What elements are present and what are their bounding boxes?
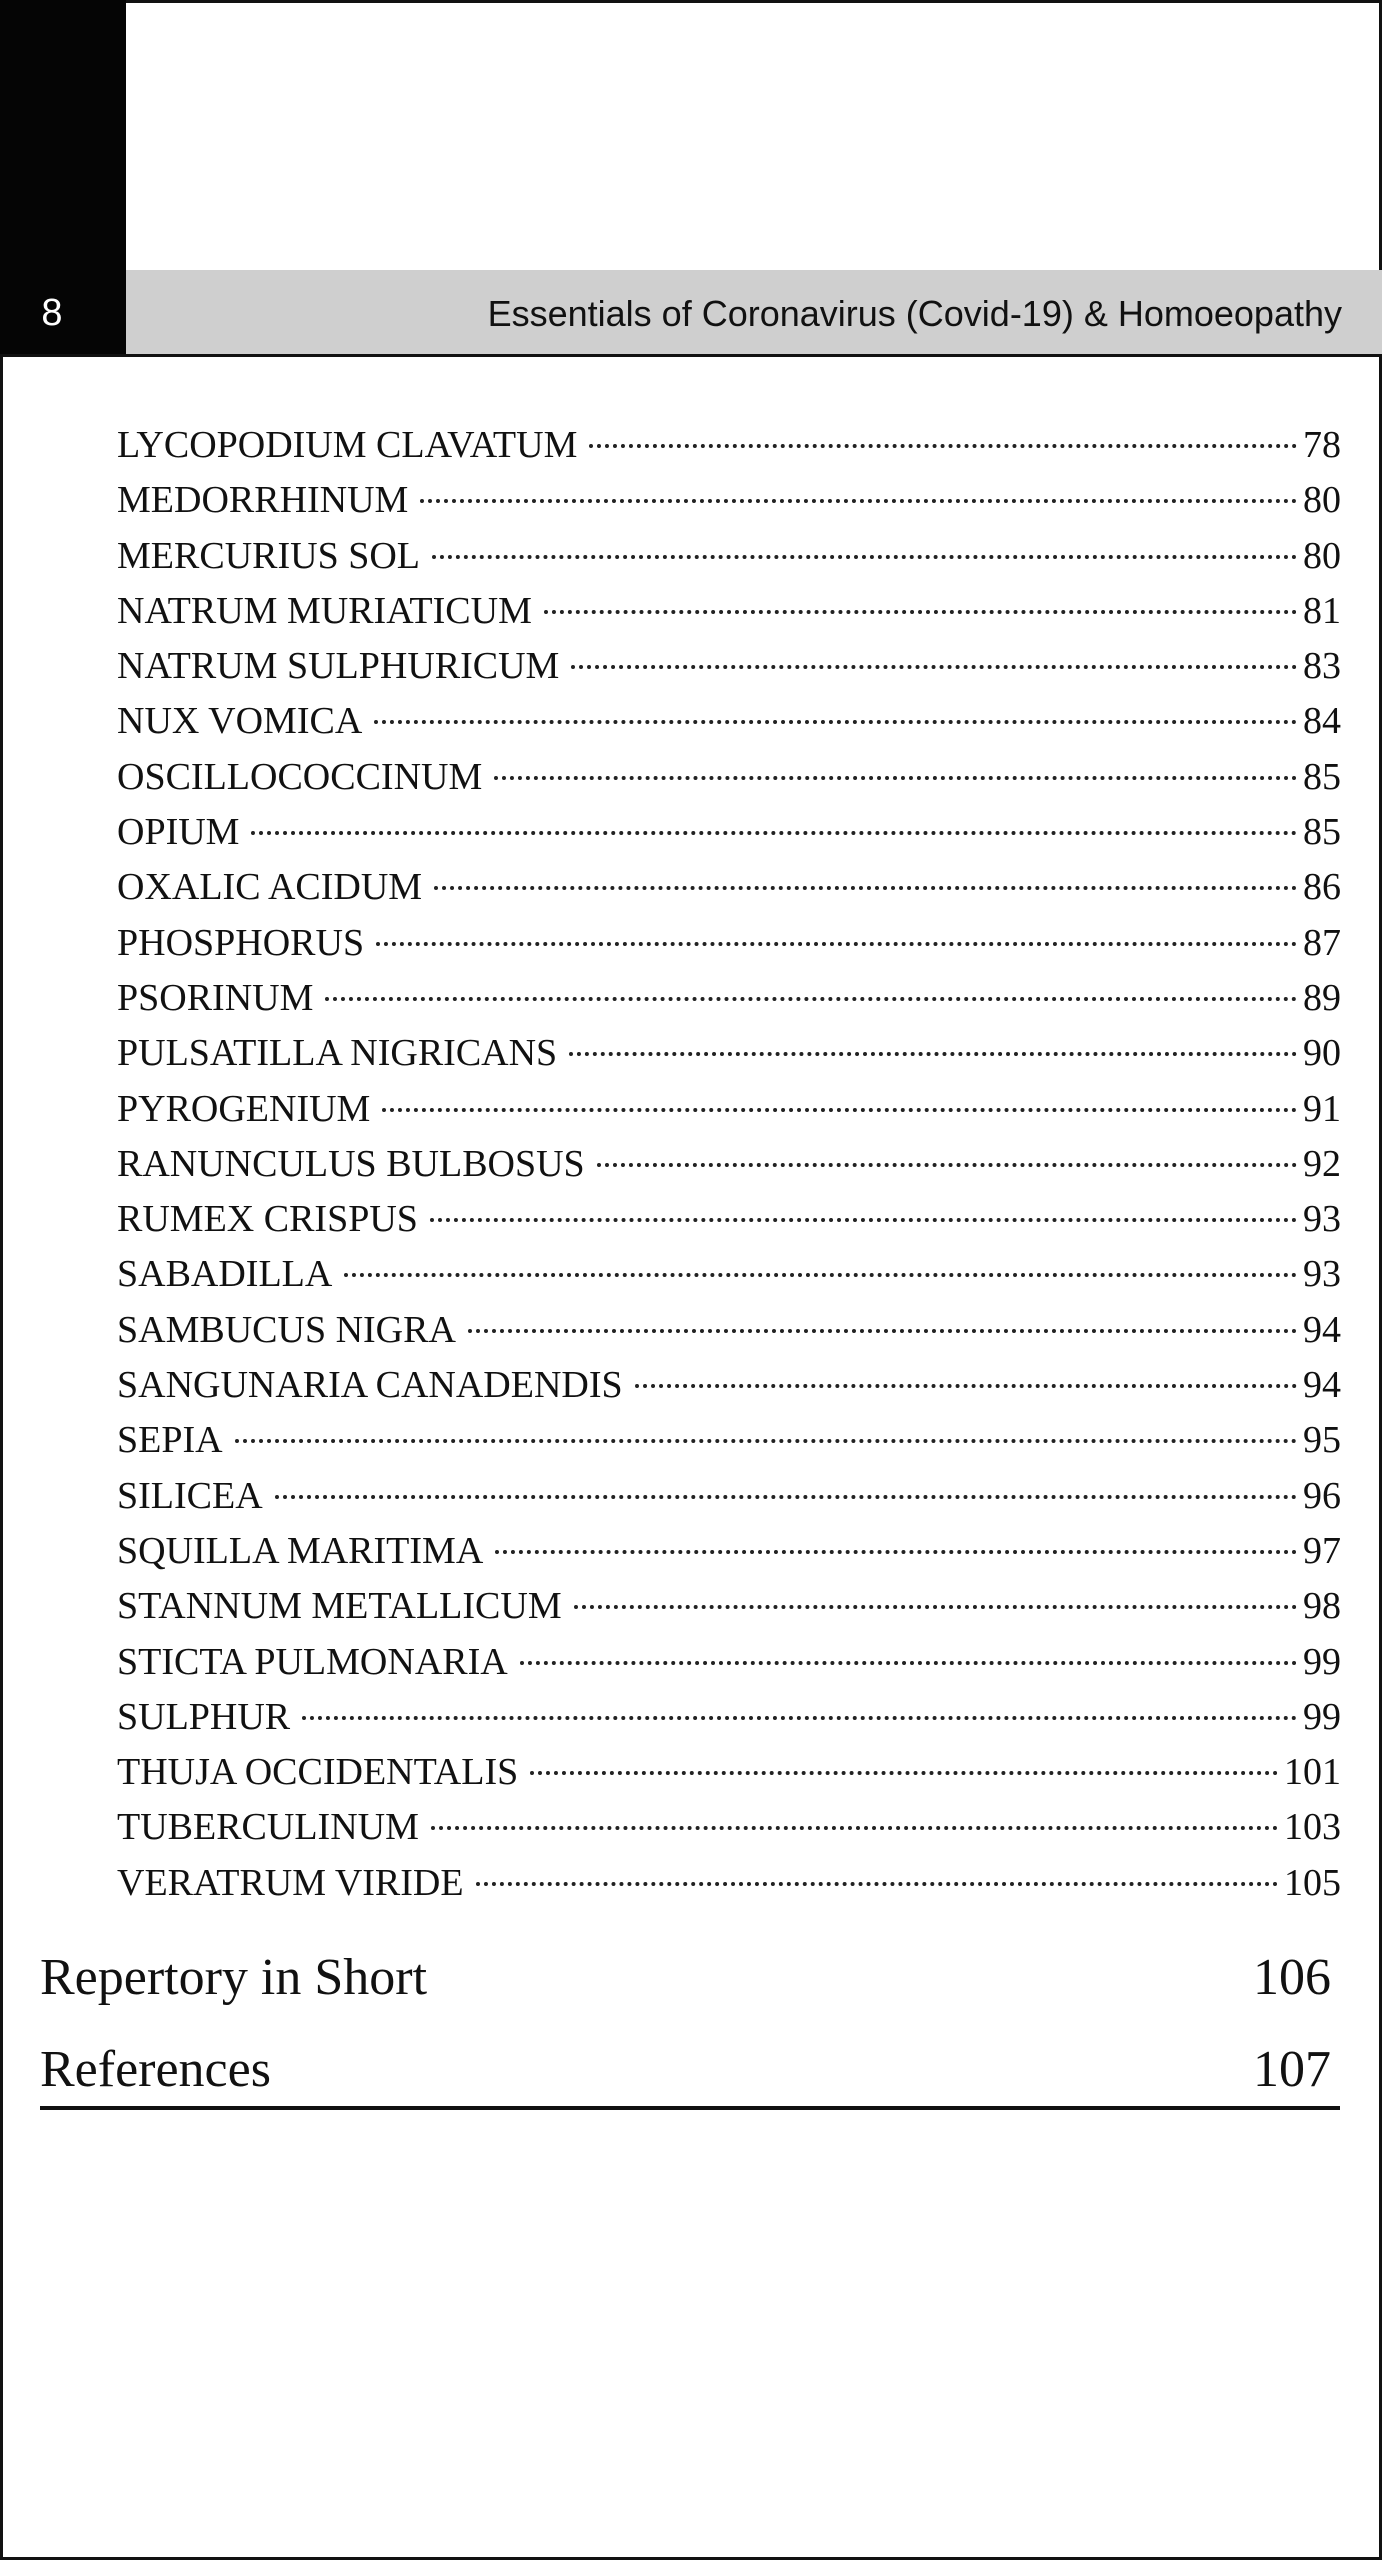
toc-entry-name: MEDORRHINUM [117,479,409,522]
toc-entry [117,916,1341,971]
dot-leader [325,997,1297,1001]
toc-entry [117,1635,1341,1690]
toc-entry-page: 99 [1303,1640,1341,1683]
toc-entry-page: 101 [1284,1751,1341,1794]
toc-entry [117,1856,1341,1911]
toc-entry [117,694,1341,749]
dot-leader [420,499,1297,503]
toc-entry [117,1137,1341,1192]
toc-entry [117,1413,1341,1468]
toc-entry-page: 105 [1284,1861,1341,1904]
section-page: 106 [1253,1949,1331,2006]
toc-entry-name: NATRUM MURIATICUM [117,589,532,632]
dot-leader [635,1384,1297,1388]
toc-entry-name: STANNUM METALLICUM [117,1585,562,1628]
toc-entry-name: SEPIA [117,1419,223,1462]
section-entry [40,1932,1336,2024]
section-page: 107 [1253,2041,1331,2098]
toc-list [117,418,1341,1911]
toc-entry [117,418,1341,473]
dot-leader [235,1439,1297,1443]
dot-leader [382,1108,1297,1112]
toc-entry [117,473,1341,528]
toc-entry-page: 80 [1303,479,1341,522]
toc-entry [117,639,1341,694]
dot-leader [434,886,1297,890]
dot-leader [432,555,1297,559]
toc-entry [117,1358,1341,1413]
toc-entry-name: PULSATILLA NIGRICANS [117,1032,558,1075]
dot-leader [571,665,1297,669]
toc-entry-name: SILICEA [117,1474,263,1517]
toc-entry-page: 86 [1303,866,1341,909]
toc-entry-name: NUX VOMICA [117,700,363,743]
toc-entry-page: 80 [1303,534,1341,577]
toc-entry-name: SULPHUR [117,1695,291,1738]
dot-leader [468,1329,1297,1333]
toc-entry-page: 96 [1303,1474,1341,1517]
dot-leader [431,1826,1278,1830]
dot-leader [476,1882,1278,1886]
toc-entry-page: 94 [1303,1308,1341,1351]
toc-entry [117,1690,1341,1745]
toc-entry-name: VERATRUM VIRIDE [117,1861,464,1904]
dot-leader [430,1218,1297,1222]
toc-entry-name: RANUNCULUS BULBOSUS [117,1142,585,1185]
toc-entry-name: SABADILLA [117,1253,333,1296]
dot-leader [495,1550,1297,1554]
page-number: 8 [41,292,63,334]
toc-entry-name: SAMBUCUS NIGRA [117,1308,456,1351]
toc-entry-name: THUJA OCCIDENTALIS [117,1751,519,1794]
toc-entry-page: 89 [1303,976,1341,1019]
toc-entry-page: 85 [1303,811,1341,854]
toc-entry-name: SQUILLA MARITIMA [117,1529,484,1572]
toc-entry-page: 90 [1303,1032,1341,1075]
toc-entry-page: 85 [1303,755,1341,798]
toc-entry [117,860,1341,915]
dot-leader [494,776,1297,780]
dot-leader [344,1273,1297,1277]
toc-entry [117,971,1341,1026]
toc-entry [117,1745,1341,1800]
toc-entry [117,1800,1341,1855]
toc-entry-page: 97 [1303,1529,1341,1572]
dot-leader [597,1163,1297,1167]
toc-entry [117,750,1341,805]
toc-entry-page: 93 [1303,1198,1341,1241]
toc-entry-page: 87 [1303,921,1341,964]
toc-entry [117,1303,1341,1358]
toc-entry [117,1247,1341,1302]
toc-entry-page: 94 [1303,1364,1341,1407]
dot-leader [589,444,1297,448]
toc-entry [117,1579,1341,1634]
dot-leader [544,610,1297,614]
toc-entry-name: TUBERCULINUM [117,1806,419,1849]
running-title: Essentials of Coronavirus (Covid-19) & Homoeopathy [487,293,1342,334]
toc-entry-page: 84 [1303,700,1341,743]
toc-entry-name: STICTA PULMONARIA [117,1640,508,1683]
dot-leader [376,942,1297,946]
toc-entry [117,1469,1341,1524]
section-title: References [40,2041,271,2098]
section-title: Repertory in Short [40,1949,428,2006]
toc-entry-name: SANGUNARIA CANADENDIS [117,1364,623,1407]
toc-entry-name: PHOSPHORUS [117,921,365,964]
toc-entry-page: 83 [1303,645,1341,688]
toc-entry-name: NATRUM SULPHURICUM [117,645,560,688]
toc-entry-name: LYCOPODIUM CLAVATUM [117,424,578,466]
toc-entry-name: MERCURIUS SOL [117,534,420,577]
dot-leader [374,720,1297,724]
toc-entry [117,1192,1341,1247]
toc-entry-page: 99 [1303,1695,1341,1738]
toc-entry [117,1524,1341,1579]
toc-entry-page: 93 [1303,1253,1341,1296]
toc-entry-name: OXALIC ACIDUM [117,866,423,909]
toc-entry-page: 92 [1303,1142,1341,1185]
toc-entry-name: RUMEX CRISPUS [117,1198,418,1241]
toc-entry-page: 103 [1284,1806,1341,1849]
toc-entry [117,805,1341,860]
toc-entry-name: OSCILLOCOCCINUM [117,755,483,798]
toc-entry-page: 91 [1303,1087,1341,1130]
bottom-rule [40,2106,1340,2110]
toc-entry [117,1082,1341,1137]
toc-entry [117,584,1341,639]
dot-leader [520,1661,1297,1665]
toc-entry-name: OPIUM [117,811,240,854]
section-entry [40,2024,1336,2116]
toc-entry-name: PYROGENIUM [117,1087,371,1130]
toc-entry [117,1026,1341,1081]
dot-leader [302,1716,1297,1720]
toc-entry [117,529,1341,584]
toc-entry-page: 78 [1303,424,1341,466]
toc-entry-page: 95 [1303,1419,1341,1462]
toc-entry-page: 98 [1303,1585,1341,1628]
dot-leader [275,1495,1297,1499]
toc-entry-page: 81 [1303,589,1341,632]
section-list [40,1932,1336,2116]
dot-leader [251,831,1297,835]
toc-entry-name: PSORINUM [117,976,314,1019]
dot-leader [569,1052,1297,1056]
dot-leader [574,1605,1297,1609]
dot-leader [530,1771,1278,1775]
